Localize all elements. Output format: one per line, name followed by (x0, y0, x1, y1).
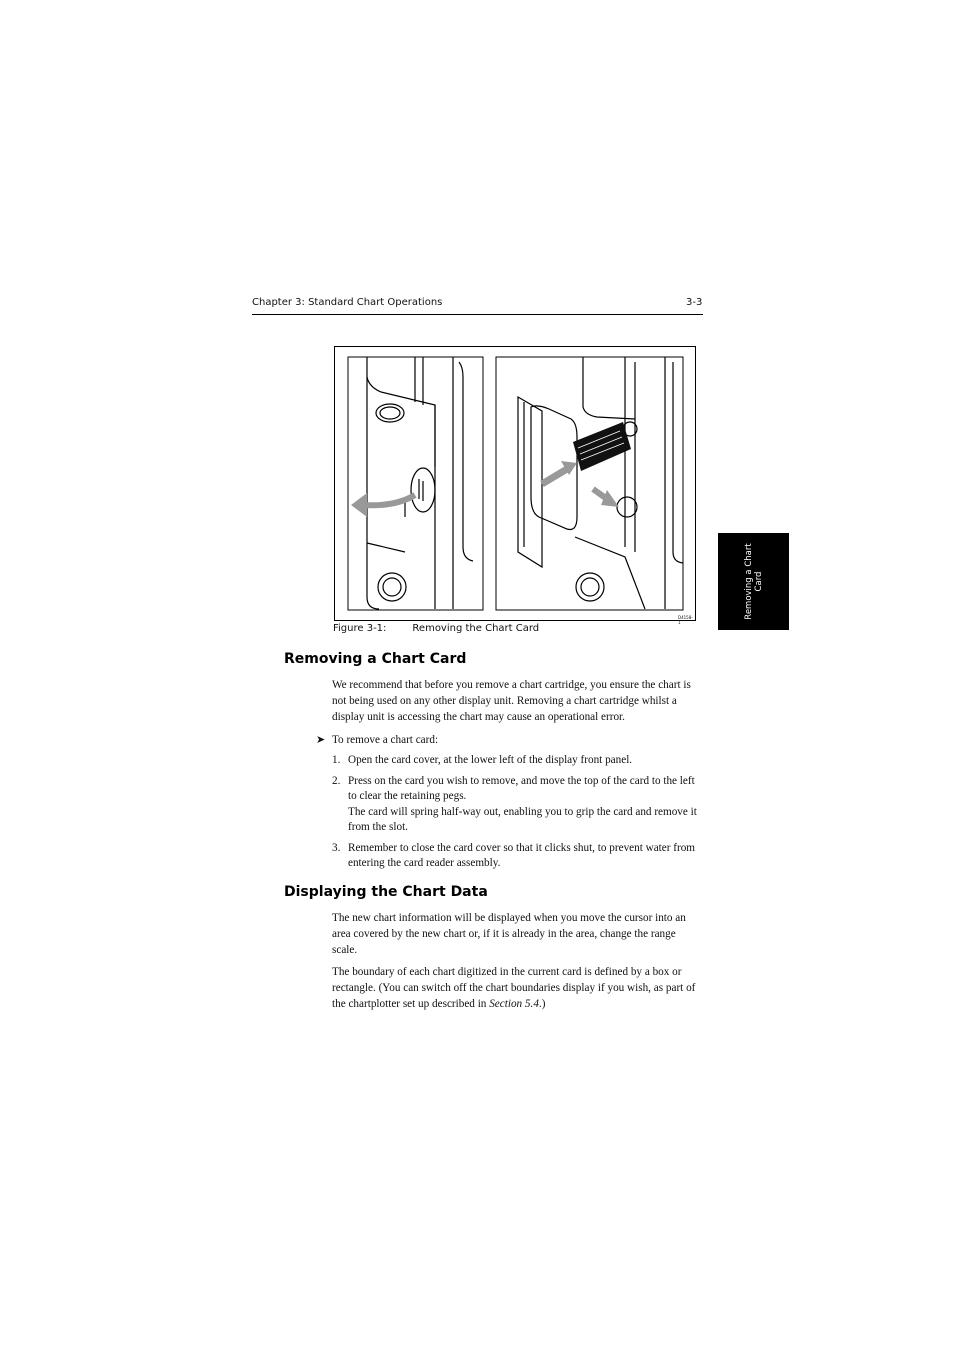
step-subtext: The card will spring half-way out, enabling you to grip the card and remove it from the slot. (348, 805, 697, 833)
section-reference: Section 5.4 (489, 998, 539, 1010)
procedure-arrow-icon: ➤ (316, 734, 326, 746)
list-item (332, 753, 702, 769)
running-header: Chapter 3: Standard Chart Operations (252, 297, 443, 308)
chart-card-illustration (335, 347, 695, 620)
removing-intro-paragraph: We recommend that before you remove a chart cartridge, you ensure the chart is not being used on any other display unit. Removing a chart cartridge whilst a display unit is accessing the chart may cause an operational error. (332, 679, 691, 723)
header-rule (252, 314, 703, 315)
step-text: Remember to close the card cover so that it clicks shut, to prevent water from entering the card reader assembly. (348, 841, 696, 869)
section-heading-removing: Removing a Chart Card (284, 651, 467, 667)
displaying-paragraph-1: The new chart information will be displayed when you move the cursor into an area covered by the new chart or, if it is already in the area, change the range scale. (332, 912, 686, 956)
figure-frame (334, 346, 696, 625)
paragraph-text-end: .) (538, 998, 546, 1010)
paragraph-text: The boundary of each chart digitized in the current card is defined by a box or rectangle. (You can switch off the chart boundaries display if you wish, as part of the chartplotter set up described in (332, 966, 696, 1010)
step-number: 2. (332, 774, 341, 787)
figure-caption-label: Figure 3-1: (333, 623, 387, 634)
displaying-paragraph-2 (332, 964, 702, 1012)
step-text: Open the card cover, at the lower left of the display front panel. (348, 754, 633, 766)
step-number: 3. (332, 841, 341, 854)
list-item (332, 774, 702, 836)
figure-caption (333, 623, 539, 634)
figure-caption-title: Removing the Chart Card (412, 623, 540, 634)
list-item (332, 841, 702, 872)
figure-code: D4158-1 (678, 615, 693, 625)
procedure-intro (316, 732, 438, 748)
steps-list (332, 753, 702, 877)
step-number: 1. (332, 754, 341, 766)
step-text: Press on the card you wish to remove, and move the top of the card to the left to clear the retaining pegs. (348, 774, 695, 802)
side-tab (718, 533, 789, 630)
side-tab-label: Removing a Chart Card (743, 543, 764, 620)
section-heading-displaying: Displaying the Chart Data (284, 884, 488, 900)
procedure-intro-text: To remove a chart card: (332, 734, 439, 746)
page-number: 3-3 (686, 297, 703, 308)
